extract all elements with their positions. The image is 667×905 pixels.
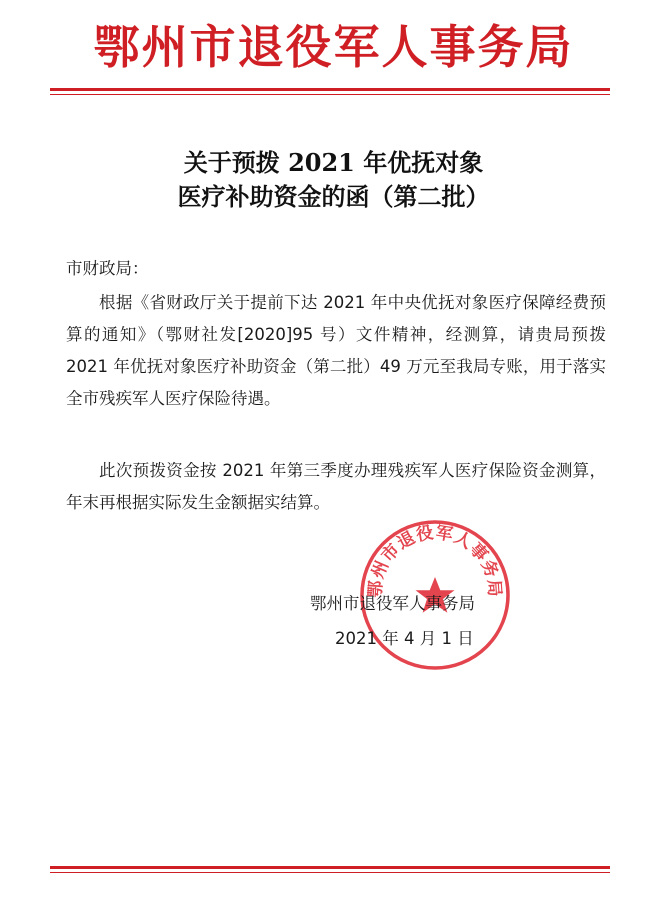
letterhead-agency-name: 鄂州市退役军人事务局 (93, 20, 574, 74)
letterhead-rule-thick (50, 88, 610, 91)
footer-rule-thick (50, 866, 610, 869)
document-title-line-1: 关于预拨 2021 年优抚对象 (183, 148, 484, 177)
addressee: 市财政局： (66, 259, 149, 278)
document-title-line-2: 医疗补助资金的函（第二批） (177, 182, 490, 211)
body-paragraph-1: 根据《省财政厅关于提前下达 2021 年中央优抚对象医疗保障经费预算的通知》（鄂财社发[2020]95 号）文件精神，经测算，请贵局预拨 2021 年优抚对象医疗补助资金（第二批）49 万元至我局专账，用于落实全市残疾军人医疗保险待遇。 (66, 293, 606, 408)
footer-rule-thin (50, 872, 610, 873)
seal-arc-text: 鄂州市退役军人事务局 (365, 522, 505, 599)
signature-date: 2021 年 4 月 1 日 (335, 629, 474, 648)
letterhead-rule-thin (50, 94, 610, 95)
signature-agency: 鄂州市退役军人事务局 (310, 594, 475, 613)
body-paragraph-2: 此次预拨资金按 2021 年第三季度办理残疾军人医疗保险资金测算，年末再根据实际发生金额据实结算。 (66, 461, 606, 512)
